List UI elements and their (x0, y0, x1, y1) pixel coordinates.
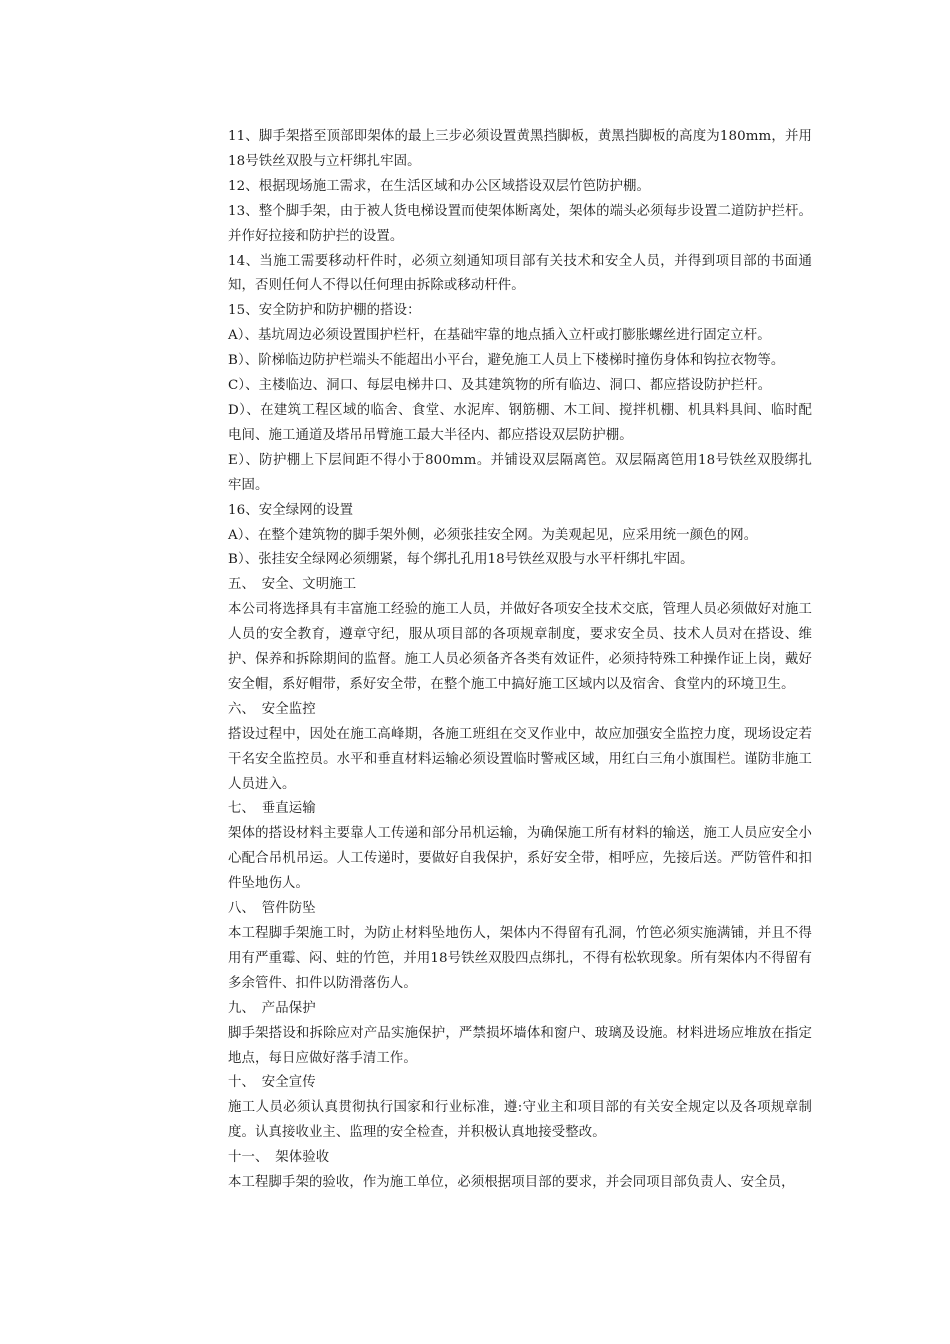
section-body-5: 本公司将选择具有丰富施工经验的施工人员，并做好各项安全技术交底，管理人员必须做好对施工人员的安全教育，遵章守纪，服从项目部的各项规章制度，要求安全员、技术人员对在搭设、维护、保养和拆除期间的监督。施工人员必须备齐各类有效证件，必须持特殊工种操作证上岗，戴好安全帽，系好帽带，系好安全带，在整个施工中搞好施工区域内以及宿舍、食堂内的环境卫生。 (228, 602, 812, 692)
paragraph-item-14: 14、当施工需要移动杆件时，必须立刻通知项目部有关技术和安全人员，并得到项目部的书面通知，否则任何人不得以任何理由拆除或移动杆件。 (228, 253, 812, 294)
document-body (228, 125, 812, 1196)
section-body-6: 搭设过程中，因处在施工高峰期，各施工班组在交叉作业中，故应加强安全监控力度，现场设定若干名安全监控员。水平和垂直材料运输必须设置临时警戒区域，用红白三角小旗围栏。谨防非施工人员进入。 (228, 726, 812, 792)
paragraph-item-15-b: B）、阶梯临边防护栏端头不能超出小平台，避免施工人员上下楼梯时撞伤身体和钩拉衣物等。 (228, 353, 785, 369)
section-heading-5: 五、 安全、文明施工 (228, 577, 357, 593)
paragraph-item-15-a: A）、基坑周边必须设置围护栏杆，在基础牢靠的地点插入立杆或打膨胀螺丝进行固定立杆。 (228, 328, 771, 344)
paragraph-item-15-d: D）、在建筑工程区域的临舍、食堂、水泥库、钢筋棚、木工间、搅拌机棚、机具料具间、临时配电间、施工通道及塔吊吊臂施工最大半径内、都应搭设双层防护棚。 (228, 402, 812, 443)
section-heading-6: 六、 安全监控 (228, 701, 316, 717)
section-body-9: 脚手架搭设和拆除应对产品实施保护，严禁损坏墙体和窗户、玻璃及设施。材料进场应堆放在指定地点，每日应做好落手清工作。 (228, 1025, 812, 1066)
paragraph-item-13: 13、整个脚手架，由于被人货电梯设置而使架体断离处，架体的端头必须每步设置二道防护拦杆。并作好拉接和防护拦的设置。 (228, 203, 812, 244)
section-body-7: 架体的搭设材料主要靠人工传递和部分吊机运输，为确保施工所有材料的输送，施工人员应安全小心配合吊机吊运。人工传递时，要做好自我保护，系好安全带，相呼应，先接后送。严防管件和扣件坠地伤人。 (228, 826, 812, 892)
paragraph-item-15-c: C）、主楼临边、洞口、每层电梯井口、及其建筑物的所有临边、洞口、都应搭设防护拦杆。 (228, 378, 772, 394)
section-heading-10: 十、 安全宣传 (228, 1075, 316, 1091)
paragraph-item-16-b: B）、张挂安全绿网必须绷紧，每个绑扎孔用18号铁丝双股与水平杆绑扎牢固。 (228, 552, 694, 568)
section-heading-9: 九、 产品保护 (228, 1000, 316, 1016)
section-heading-8: 八、 管件防坠 (228, 901, 316, 917)
paragraph-item-15-e: E）、防护棚上下层间距不得小于800mm。并铺设双层隔离笆。双层隔离笆用18号铁丝双股绑扎牢固。 (228, 452, 812, 493)
paragraph-item-16-heading: 16、安全绿网的设置 (228, 502, 354, 518)
section-body-10: 施工人员必须认真贯彻执行国家和行业标准，遵:守业主和项目部的有关安全规定以及各项规章制度。认真接收业主、监理的安全检查，并积极认真地接受整改。 (228, 1100, 812, 1141)
section-heading-11: 十一、 架体验收 (228, 1150, 330, 1166)
paragraph-item-11: 11、脚手架搭至顶部即架体的最上三步必须设置黄黑挡脚板，黄黑挡脚板的高度为180mm，并用18号铁丝双股与立杆绑扎牢固。 (228, 129, 812, 169)
paragraph-item-15-heading: 15、安全防护和防护棚的搭设： (228, 303, 421, 319)
paragraph-item-12: 12、根据现场施工需求，在生活区域和办公区域搭设双层竹笆防护棚。 (228, 178, 650, 194)
paragraph-item-16-a: A）、在整个建筑物的脚手架外侧，必须张挂安全网。为美观起见，应采用统一颜色的网。 (228, 527, 758, 543)
section-heading-7: 七、 垂直运输 (228, 801, 316, 817)
section-body-8: 本工程脚手架施工时，为防止材料坠地伤人，架体内不得留有孔洞，竹笆必须实施满铺，并且不得用有严重霉、闷、蛀的竹笆，并用18号铁丝双股四点绑扎，不得有松软现象。所有架体内不得留有多余管件、扣件以防滑落伤人。 (228, 926, 812, 991)
section-body-11: 本工程脚手架的验收，作为施工单位，必须根据项目部的要求，并会同项目部负责人、安全员， (228, 1175, 795, 1191)
